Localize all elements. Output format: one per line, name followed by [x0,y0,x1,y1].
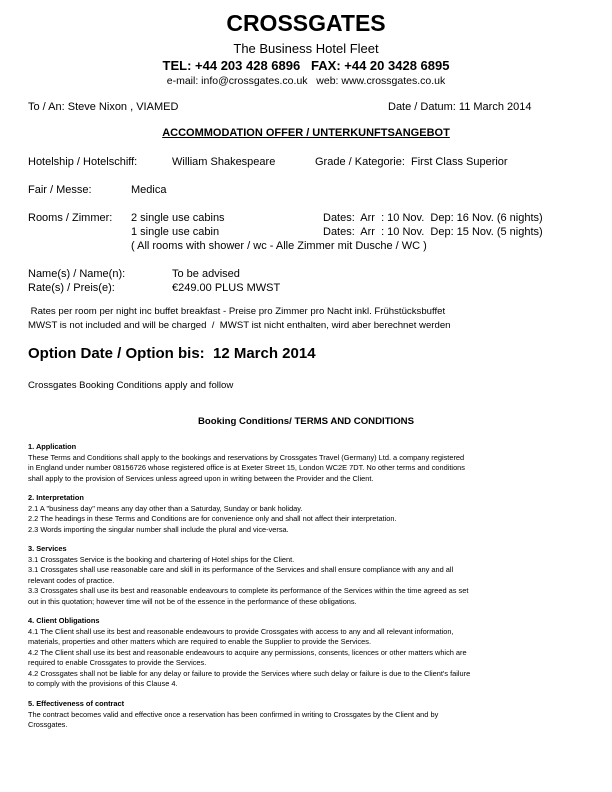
section-line: 3.1 Crossgates shall use reasonable care and skill in its performance of the Services and shall ensure compliance with any and all [28,565,454,574]
section-line: 4.1 The Client shall use its best and reasonable endeavours to provide Crossgates with access to any and all relevant information, [28,626,454,636]
section-line: 2.2 The headings in these Terms and Conditions are for convenience only and shall not affect their interpretation. [28,514,397,523]
room-dates: Dates: Arr : 10 Nov. Dep: 15 Nov. (5 nights) [323,226,543,238]
contact-web: e-mail: info@crossgates.co.uk web: www.crossgates.co.uk [166,75,446,87]
hotelship-label: Hotelship / Hotelschiff: [28,156,138,168]
recipient: To / An: Steve Nixon , VIAMED [28,101,179,113]
section-line: 3.3 Crossgates shall use its best and reasonable endeavours to complete its performance of the Services within the time agreed as set [28,586,469,595]
section-line: 4.2 The Client shall use its best and reasonable endeavours to acquire any permissions, consents, licences or other matters which are [28,647,467,657]
section-line: The contract becomes valid and effective once a reservation has been confirmed in writing to Crossgates by the Client and by [28,709,439,719]
section-heading: 3. Services [28,544,67,553]
section-heading: 4. Client Obligations [28,616,100,625]
section-line: required to enable Crossgates to provide the Services. [28,658,207,667]
section-line: Crossgates. [28,720,68,729]
section-line: out in this quotation; however time will not be of the essence in the performance of these obligations. [28,596,357,606]
names-value: To be advised [172,268,240,280]
section-line: relevant codes of practice. [28,575,115,585]
section-heading: 2. Interpretation [28,493,84,502]
room-desc: 1 single use cabin [131,226,220,238]
section-line: shall apply to the provision of Services unless agreed upon in writing between the Provider and the Client. [28,473,374,483]
vat-note: MWST is not included and will be charged / MWST ist nicht enthalten, wird aber berechnet werden [28,320,451,331]
room-dates: Dates: Arr : 10 Nov. Dep: 16 Nov. (6 nights) [323,212,543,224]
conditions-apply: Crossgates Booking Conditions apply and follow [28,380,234,391]
names-label: Name(s) / Name(n): [28,268,126,280]
rate-label: Rate(s) / Preis(e): [28,282,115,294]
option-date: Option Date / Option bis: 12 March 2014 [28,345,316,362]
tagline: The Business Hotel Fleet [233,41,379,56]
document-date: Date / Datum: 11 March 2014 [388,101,532,113]
terms-title: Booking Conditions/ TERMS AND CONDITIONS [197,416,415,427]
hotelship-value: William Shakespeare [172,156,276,168]
room-desc: 2 single use cabins [131,212,225,224]
section-line: materials, properties and other matters which are required to enable the Supplier to provide the Services. [28,637,372,646]
rooms-note: ( All rooms with shower / wc - Alle Zimmer mit Dusche / WC ) [131,240,427,252]
contact-phone: TEL: +44 203 428 6896 FAX: +44 20 3428 6895 [162,58,450,73]
section-line: 2.3 Words importing the singular number shall include the plural and vice-versa. [28,524,289,534]
section-line: 4.2 Crossgates shall not be liable for any delay or failure to provide the Services where such delay or failure is due to the Client's failure [28,668,471,678]
offer-title: ACCOMMODATION OFFER / UNTERKUNFTSANGEBOT [162,127,450,139]
rooms-label: Rooms / Zimmer: [28,212,113,224]
section-heading: 5. Effectiveness of contract [28,699,125,708]
section-line: in England under number 08156726 whose registered office is at Exeter Street 15, London WC2E 7DT. No other terms and conditions [28,463,465,472]
grade: Grade / Kategorie: First Class Superior [315,156,508,168]
section-heading: 1. Application [28,442,77,451]
section-line: These Terms and Conditions shall apply to the bookings and reservations by Crossgates Travel (Germany) Ltd. a company registered [28,452,465,462]
section-line: to comply with the provisions of this Clause 4. [28,679,178,688]
fair-label: Fair / Messe: [28,184,92,196]
rate-value: €249.00 PLUS MWST [172,282,281,294]
section-line: 3.1 Crossgates Service is the booking and chartering of Hotel ships for the Client. [28,554,295,564]
fair-value: Medica [131,184,167,196]
section-line: 2.1 A "business day" means any day other than a Saturday, Sunday or bank holiday. [28,503,303,513]
rate-note: Rates per room per night inc buffet breakfast - Preise pro Zimmer pro Nacht inkl. Frühstücksbuffet [28,306,446,317]
company-name: CROSSGATES [226,10,386,36]
